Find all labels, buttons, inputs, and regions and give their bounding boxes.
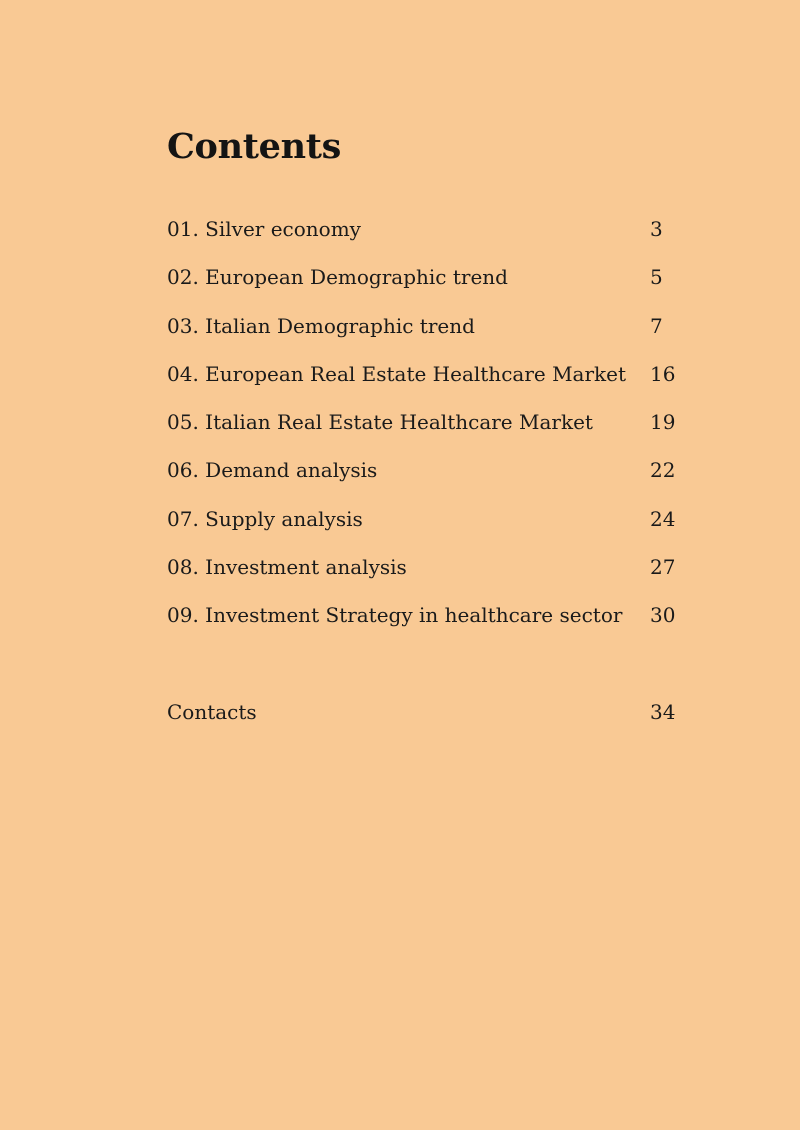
toc-entry-label: 04. European Real Estate Healthcare Market: [167, 361, 627, 386]
toc-entry-italian-demographic-trend[interactable]: [167, 307, 687, 355]
toc-entry-page-number: 30: [650, 603, 676, 628]
toc-entry-european-real-estate-healthcare-market[interactable]: [167, 355, 687, 403]
toc-entry-demand-analysis[interactable]: [167, 451, 687, 499]
page-title: Contents: [167, 126, 342, 167]
toc-entry-page-number: 3: [650, 217, 663, 241]
toc-entry-page-number: 7: [650, 313, 663, 338]
toc-entry-page-number: 24: [650, 506, 676, 531]
toc-entry-label: 05. Italian Real Estate Healthcare Market: [167, 410, 593, 435]
toc-entry-label: 03. Italian Demographic trend: [167, 313, 475, 338]
toc-entry-italian-real-estate-healthcare-market[interactable]: [167, 403, 687, 451]
toc-entry-contacts[interactable]: [167, 693, 687, 733]
contents-page: [167, 0, 687, 1130]
toc-entry-european-demographic-trend[interactable]: [167, 258, 687, 306]
toc-entry-page-number: 19: [650, 410, 676, 435]
toc-entry-label: 07. Supply analysis: [167, 506, 363, 531]
toc-entry-label: 08. Investment analysis: [167, 555, 407, 580]
table-of-contents: [167, 210, 687, 645]
toc-entry-page-number: 27: [650, 555, 676, 580]
toc-entry-page-number: 22: [650, 458, 676, 483]
toc-entry-silver-economy[interactable]: [167, 210, 687, 258]
toc-entry-label: 01. Silver economy: [167, 217, 361, 241]
toc-entry-investment-analysis[interactable]: [167, 548, 687, 596]
toc-entry-page-number: 16: [650, 361, 676, 386]
toc-entry-investment-strategy-healthcare[interactable]: [167, 596, 687, 644]
toc-entry-page-number: 5: [650, 265, 663, 290]
toc-entry-label: Contacts: [167, 700, 257, 724]
toc-entry-label: 09. Investment Strategy in healthcare sector: [167, 603, 623, 628]
toc-entry-supply-analysis[interactable]: [167, 500, 687, 548]
toc-entry-label: 02. European Demographic trend: [167, 265, 508, 290]
toc-entry-page-number: 34: [650, 700, 676, 724]
toc-entry-label: 06. Demand analysis: [167, 458, 378, 483]
